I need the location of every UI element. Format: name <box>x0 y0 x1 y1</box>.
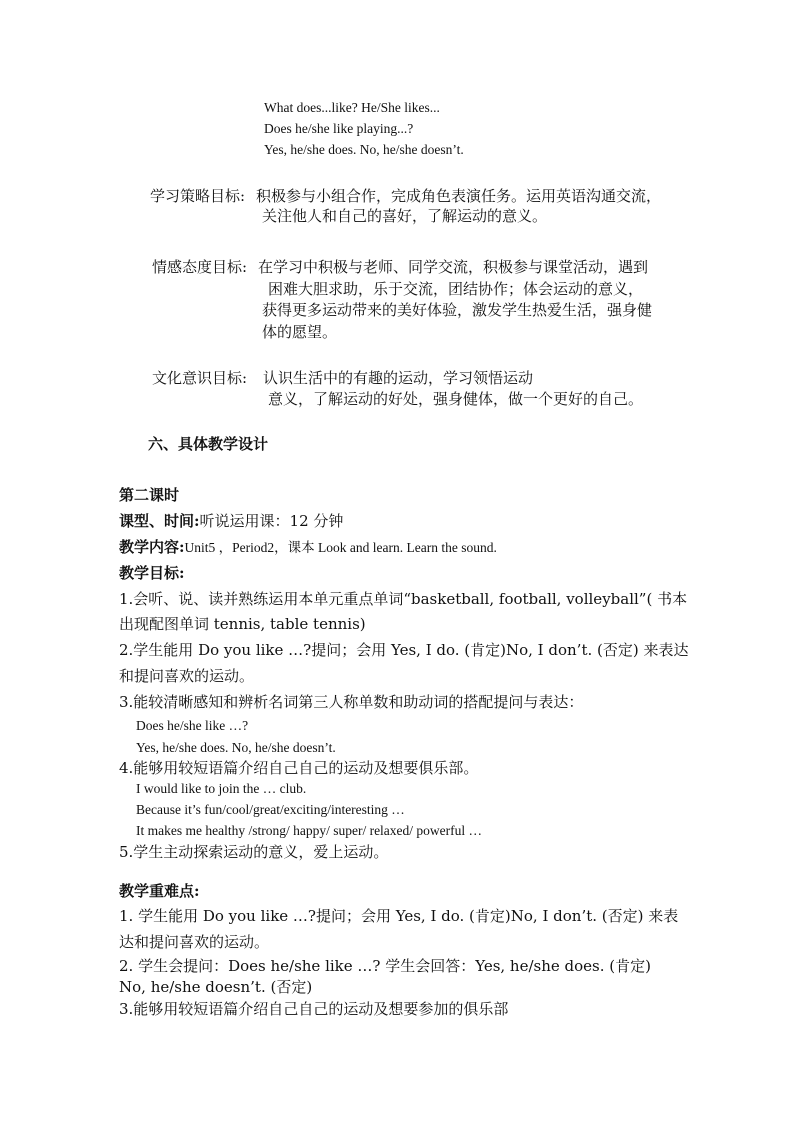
lesson-type-label: 课型、时间: <box>119 512 200 530</box>
emotion-goal-line-1: 在学习中积极与老师、同学交流，积极参与课堂活动，遇到 <box>258 258 649 276</box>
objective-line-7: Yes, he/she does. No, he/she doesn’t. <box>136 740 336 755</box>
objective-line-9: I would like to join the … club. <box>136 781 307 796</box>
strategy-goal-line-1: 积极参与小组合作，完成角色表演任务。运用英语沟通交流， <box>256 187 662 205</box>
culture-goal-line-1: 认识生活中的有趣的运动，学习领悟运动 <box>263 369 534 387</box>
pattern-line-1: What does...like? He/She likes... <box>264 100 440 115</box>
lesson-content-label: 教学内容: <box>119 538 185 556</box>
culture-goal-line-2: 意义，了解运动的好处，强身健体，做一个更好的自己。 <box>268 390 644 408</box>
objective-line-12: 5.学生主动探索运动的意义，爱上运动。 <box>119 843 389 861</box>
lesson-type-value: 听说运用课：12 分钟 <box>199 512 344 530</box>
pattern-line-2: Does he/she like playing...? <box>264 121 414 136</box>
emotion-goal-label: 情感态度目标: <box>152 258 248 276</box>
lesson-content-row <box>119 537 497 558</box>
objective-line-10: Because it’s fun/cool/great/exciting/interesting … <box>136 802 405 817</box>
strategy-goal-label: 学习策略目标: <box>150 187 246 205</box>
emotion-goal-line-2: 困难大胆求助，乐于交流，团结协作；体会运动的意义， <box>268 280 644 298</box>
emotion-goal-line-3: 获得更多运动带来的美好体验，激发学生热爱生活，强身健 <box>262 301 653 319</box>
objective-line-4: 和提问喜欢的运动。 <box>119 667 255 685</box>
key-point-line-4: No, he/she doesn’t. (否定) <box>119 978 313 996</box>
key-point-line-2: 达和提问喜欢的运动。 <box>119 933 270 951</box>
objectives-label: 教学目标: <box>119 564 185 582</box>
key-point-line-1: 1. 学生能用 Do you like …?提问；会用 Yes, I do. (肯定)No, I don’t. (否定) 来表 <box>119 907 679 925</box>
culture-goal-label: 文化意识目标: <box>152 369 248 387</box>
lesson-type-row <box>119 511 343 531</box>
objective-line-3: 2.学生能用 Do you like …?提问；会用 Yes, I do. (肯定)No, I don’t. (否定) 来表达 <box>119 641 689 659</box>
objective-line-8: 4.能够用较短语篇介绍自己自己的运动及想要俱乐部。 <box>119 759 479 777</box>
objective-line-11: It makes me healthy /strong/ happy/ super/ relaxed/ powerful … <box>136 823 483 838</box>
objective-line-6: Does he/she like …? <box>136 718 249 733</box>
section-heading: 六、具体教学设计 <box>148 435 269 453</box>
pattern-line-3: Yes, he/she does. No, he/she doesn’t. <box>264 142 464 157</box>
objective-line-5: 3.能较清晰感知和辨析名词第三人称单数和助动词的搭配提问与表达： <box>119 693 584 711</box>
lesson-content-value: Unit5 ，Period2，课本 Look and learn. Learn the sound. <box>184 540 497 555</box>
key-point-line-3: 2. 学生会提问：Does he/she like …? 学生会回答：Yes, he/she does. (肯定) <box>119 957 651 975</box>
lesson-title: 第二课时 <box>119 486 180 504</box>
key-point-line-5: 3.能够用较短语篇介绍自己自己的运动及想要参加的俱乐部 <box>119 1000 509 1018</box>
strategy-goal-line-2: 关注他人和自己的喜好，了解运动的意义。 <box>262 207 548 225</box>
objective-line-1: 1.会听、说、读并熟练运用本单元重点单词“basketball, football, volleyball”( 书本 <box>119 590 688 608</box>
emotion-goal-line-4: 体的愿望。 <box>262 323 338 341</box>
key-points-label: 教学重难点: <box>119 882 200 900</box>
objective-line-2: 出现配图单词 tennis, table tennis) <box>119 615 366 633</box>
